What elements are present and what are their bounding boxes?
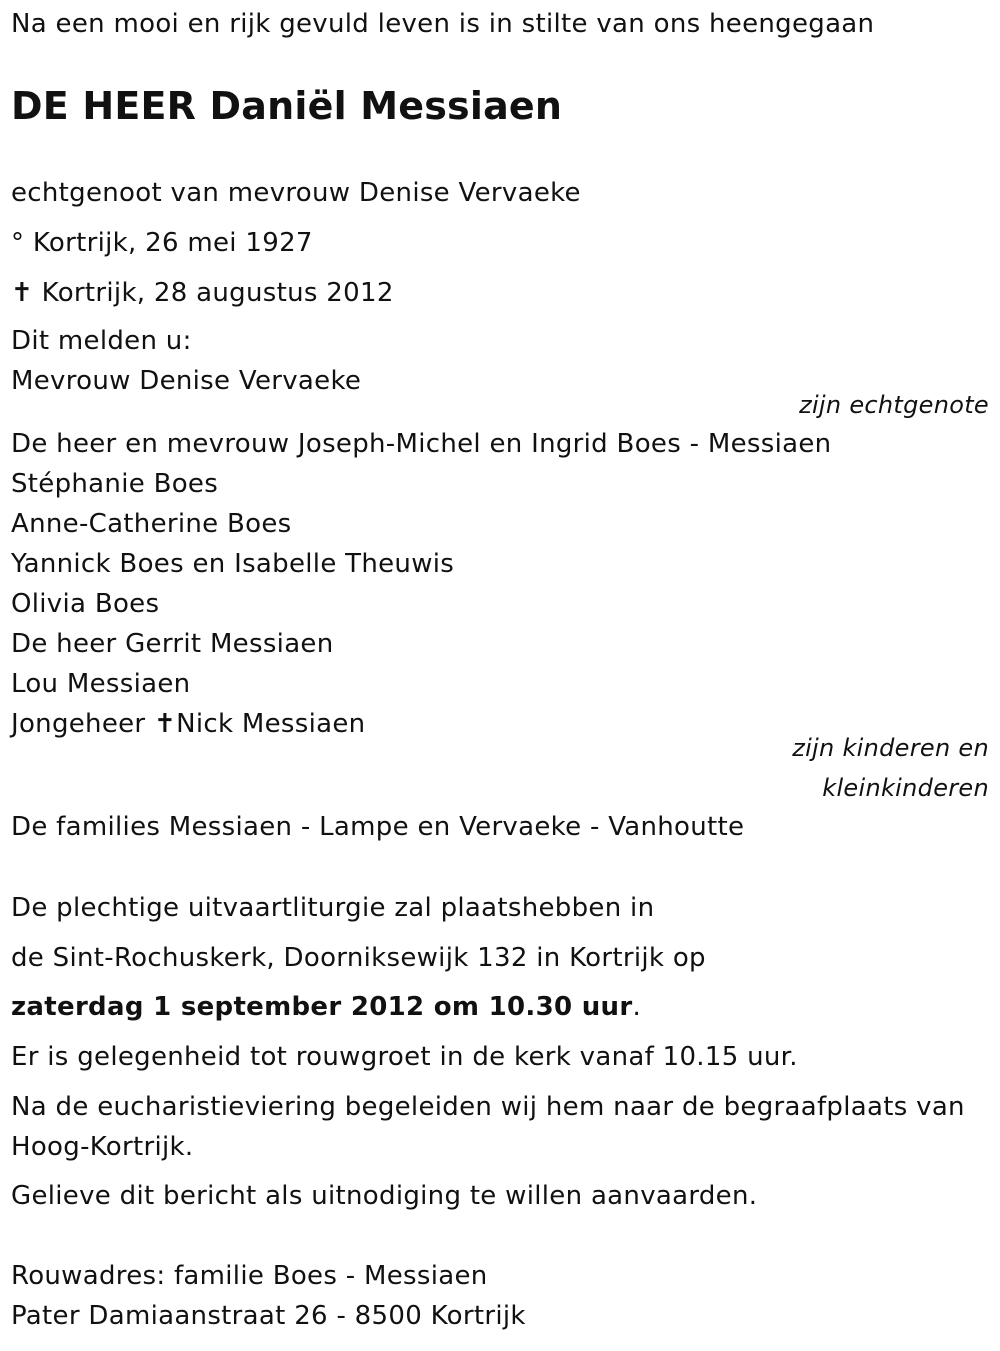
liturgy-date-end: . <box>632 992 642 1022</box>
burial-line-1: Na de eucharistieviering begeleiden wij hem naar de begraafplaats van <box>11 1092 965 1122</box>
child-line: Lou Messiaen <box>11 669 191 699</box>
child-line: De heer en mevrouw Joseph-Michel en Ingrid Boes - Messiaen <box>11 429 832 459</box>
children-role-line-2: kleinkinderen <box>822 774 989 802</box>
address-line-2: Pater Damiaanstraat 26 - 8500 Kortrijk <box>11 1301 526 1331</box>
deceased-name: DE HEER Daniël Messiaen <box>11 84 563 128</box>
child-line: Stéphanie Boes <box>11 469 219 499</box>
child-line: Olivia Boes <box>11 589 160 619</box>
cross-icon: ✝ <box>153 709 177 739</box>
spouse-role: zijn echtgenote <box>799 391 989 419</box>
death-line <box>11 278 394 308</box>
last-child-prefix: Jongeheer <box>11 709 154 739</box>
child-line: Yannick Boes en Isabelle Theuwis <box>11 549 455 579</box>
families-line: De families Messiaen - Lampe en Vervaeke - Vanhoutte <box>11 812 745 842</box>
spouse-name: Mevrouw Denise Vervaeke <box>11 366 362 396</box>
address-line-1: Rouwadres: familie Boes - Messiaen <box>11 1261 488 1291</box>
liturgy-line-1: De plechtige uitvaartliturgie zal plaatshebben in <box>11 893 655 923</box>
child-line: Anne-Catherine Boes <box>11 509 292 539</box>
last-child-line <box>11 709 365 739</box>
child-line: De heer Gerrit Messiaen <box>11 629 334 659</box>
liturgy-date: zaterdag 1 september 2012 om 10.30 uur <box>11 992 633 1022</box>
condolence-line: Er is gelegenheid tot rouwgroet in de kerk vanaf 10.15 uur. <box>11 1042 798 1072</box>
invitation-line: Gelieve dit bericht als uitnodiging te willen aanvaarden. <box>11 1181 758 1211</box>
liturgy-date-line <box>11 992 641 1022</box>
burial-line-2: Hoog-Kortrijk. <box>11 1132 194 1162</box>
death-text: Kortrijk, 28 augustus 2012 <box>33 278 394 308</box>
children-role-line-1: zijn kinderen en <box>792 734 989 762</box>
last-child-name: Nick Messiaen <box>176 709 366 739</box>
spouse-line: echtgenoot van mevrouw Denise Vervaeke <box>11 178 581 208</box>
liturgy-line-2: de Sint-Rochuskerk, Doorniksewijk 132 in Kortrijk op <box>11 943 706 973</box>
cross-icon: ✝ <box>11 278 34 308</box>
announce-line: Dit melden u: <box>11 326 192 356</box>
intro-text: Na een mooi en rijk gevuld leven is in stilte van ons heengegaan <box>11 9 875 39</box>
birth-line: ° Kortrijk, 26 mei 1927 <box>11 228 313 258</box>
